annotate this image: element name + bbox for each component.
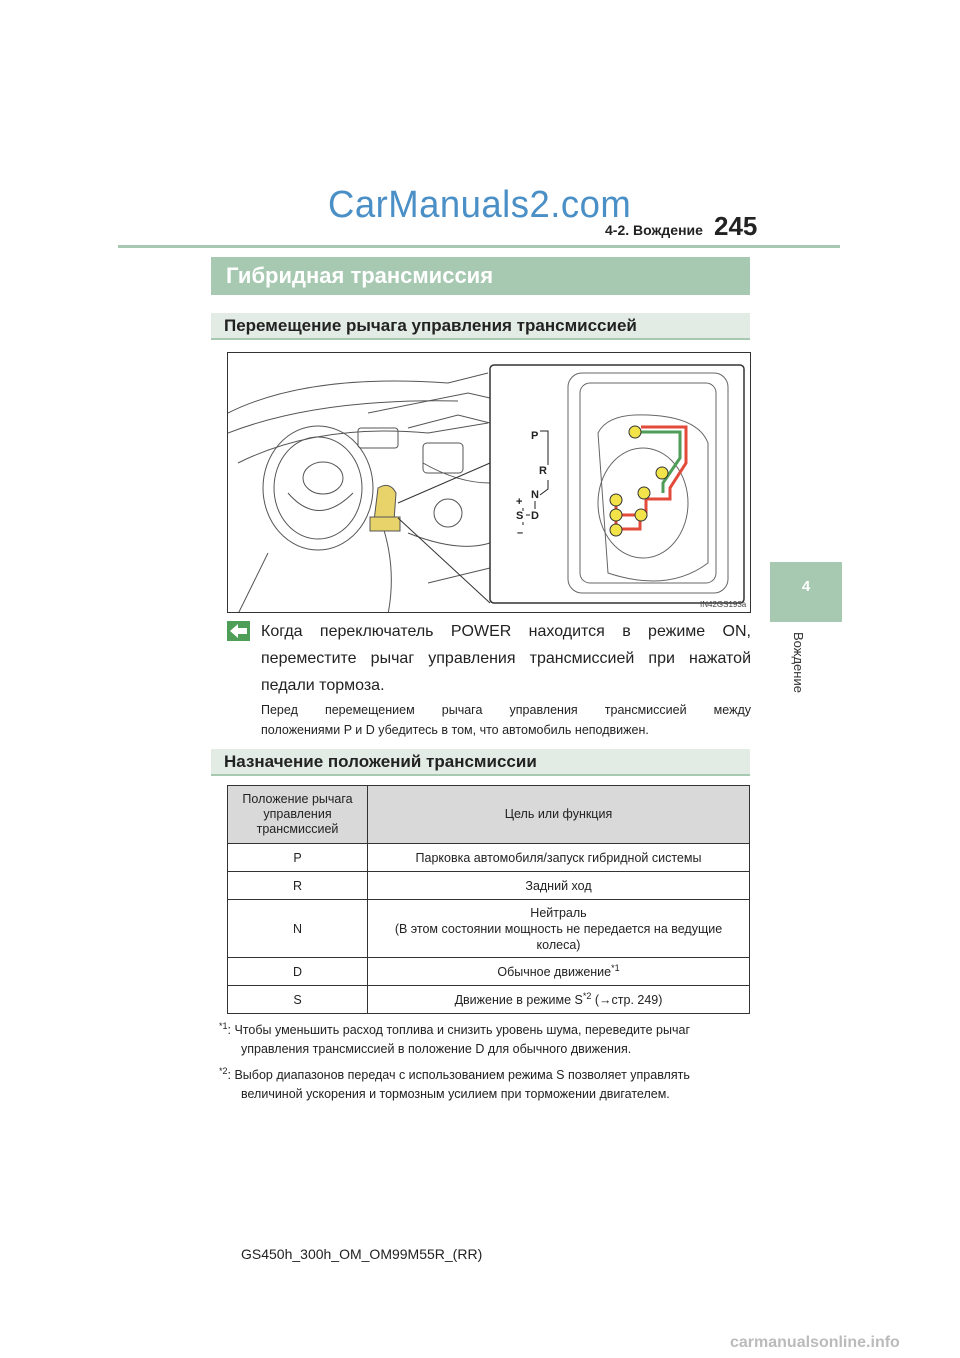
gear-label-s: S [516, 510, 524, 522]
illustration-code: IN42GS193a [700, 600, 747, 609]
watermark-logo: CarManuals2.com [328, 184, 632, 226]
page-reference: (→стр. 249) [594, 993, 663, 1008]
positions-table [227, 785, 750, 1014]
page-title: Гибридная трансмиссия [211, 257, 750, 295]
gear-label-plus: + [516, 496, 523, 508]
table-row: R Задний ход [228, 872, 750, 900]
document-code: GS450h_300h_OM_OM99M55R_(RR) [241, 1246, 483, 1262]
interior-drawing [228, 353, 751, 613]
section-title-positions: Назначение положений трансмиссии [211, 749, 750, 776]
table-header-position: Положение рычага управления трансмиссией [228, 786, 368, 844]
section-title-shift-lever: Перемещение рычага управления трансмиссией [211, 313, 750, 340]
table-row: D Обычное движение$^{*1}$ [228, 958, 750, 986]
table-row: N Нейтраль (В этом состоянии мощность не передается на ведущие колеса) [228, 900, 750, 958]
gear-label-minus: – [517, 527, 524, 539]
page-number: 245 [714, 211, 758, 241]
footnote-1: $^{*1}$: Чтобы уменьшить расход топлива и снизить уровень шума, переведите рычаг управления трансмиссией в положение D для обычного движения. [219, 1021, 691, 1056]
watermark-footer: carmanualsonline.info [730, 1334, 900, 1351]
arrow-left-icon [227, 621, 250, 641]
section-reference: 4-2. Вождение [605, 222, 703, 238]
chapter-tab-label: Вождение [791, 632, 806, 693]
note-text: Перед перемещением рычага управления трансмиссией между положениями P и D убедитесь в том, что автомобиль неподвижен. [261, 703, 751, 737]
instruction-text: Когда переключатель POWER находится в режиме ON, переместите рычаг управления трансмиссией при нажатой педали тормоза. [261, 623, 751, 694]
footnote-2: $^{*2}$: Выбор диапазонов передач с использованием режима S позволяет управлять величиной ускорения и тормозным усилием при торможении двигателем. [219, 1066, 690, 1101]
table-header-function: Цель или функция [368, 786, 750, 844]
shift-lever-illustration [227, 352, 751, 613]
header-divider [118, 245, 840, 248]
gear-label-d: D [531, 510, 539, 522]
gear-label-r: R [539, 465, 547, 477]
gear-label-n: N [531, 489, 539, 501]
gear-label-p: P [531, 430, 539, 442]
chapter-tab-number: 4 [801, 578, 811, 595]
footnote-mark: *1 [611, 963, 620, 974]
table-row: S Движение в режиме $S^{*2}$ (→стр. 249) [228, 986, 750, 1014]
footnote-mark: *2 [582, 991, 592, 1002]
table-row: P Парковка автомобиля/запуск гибридной системы [228, 844, 750, 872]
